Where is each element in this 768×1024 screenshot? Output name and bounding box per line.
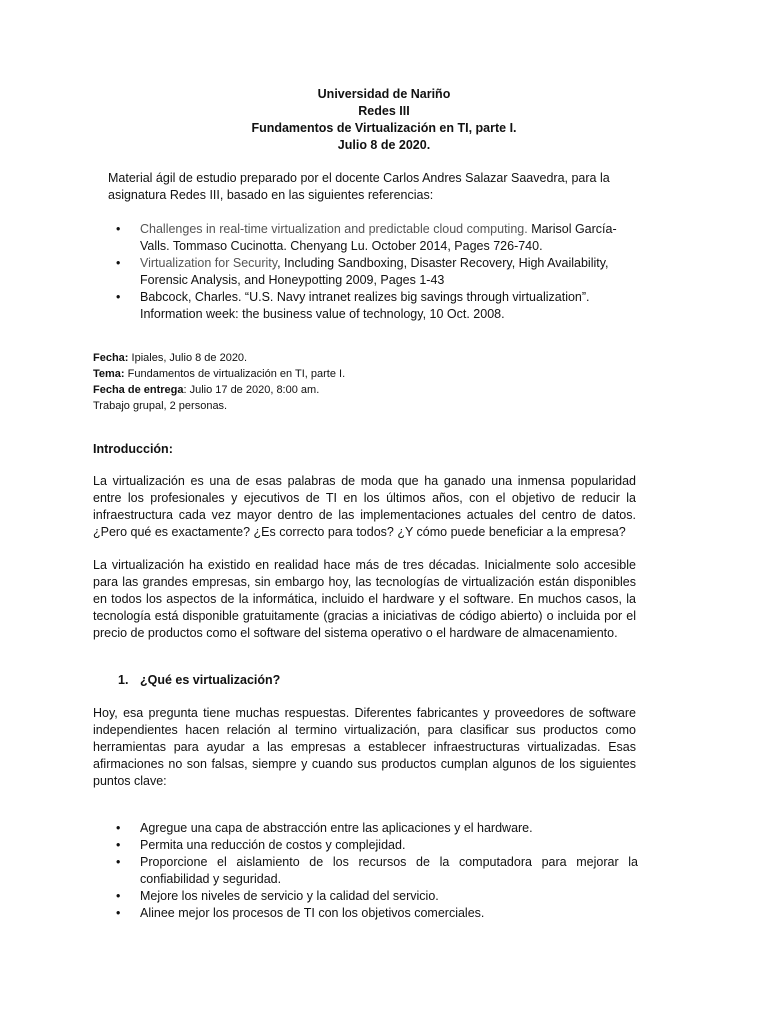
references-list	[116, 221, 646, 323]
entrega-label: Fecha de entrega	[93, 384, 184, 396]
list-item	[116, 221, 646, 255]
bullet-icon: •	[116, 906, 121, 920]
course-name: Redes III	[358, 104, 410, 118]
list-item	[116, 854, 638, 888]
section-title: ¿Qué es virtualización?	[140, 673, 281, 687]
key-point-text: Agregue una capa de abstracción entre las aplicaciones y el hardware.	[140, 821, 533, 835]
fecha-line	[93, 350, 653, 366]
reference-details: Babcock, Charles. “U.S. Navy intranet realizes big savings through virtualization”. Information week: the business value of technology, 10 Oct. 2008.	[140, 290, 590, 321]
bullet-icon: •	[116, 290, 121, 304]
reference-title-link[interactable]: Challenges in real-time virtualization and predictable cloud computing.	[140, 222, 528, 236]
introduccion-paragraph-1: La virtualización es una de esas palabras de moda que ha ganado una inmensa popularidad entre los profesionales y ejecutivos de TI en los últimos años, con el objetivo de reducir la infraestructura cada vez mayor dentro de las implementaciones actuales del centro de datos. ¿Pero qué es exactamente? ¿Es correcto para todos? ¿Y cómo puede beneficiar a la empresa?	[93, 474, 636, 539]
entrega-line	[93, 382, 653, 398]
tema-label: Tema:	[93, 368, 125, 380]
introduccion-heading: Introducción:	[93, 442, 173, 456]
fecha-value: Ipiales, Julio 8 de 2020.	[128, 352, 248, 364]
bullet-icon: •	[116, 838, 121, 852]
list-item	[116, 255, 646, 289]
section-number: 1.	[118, 673, 129, 687]
intro-paragraph: Material ágil de estudio preparado por el docente Carlos Andres Salazar Saavedra, para la asignatura Redes III, basado en las siguientes referencias:	[108, 171, 610, 202]
reference-details: Marisol García-Valls. Tommaso Cucinotta. Chenyang Lu. October 2014, Pages 726-740.	[140, 222, 617, 253]
bullet-icon: •	[116, 256, 121, 270]
key-point-text: Permita una reducción de costos y complejidad.	[140, 838, 406, 852]
introduccion-paragraph-2: La virtualización ha existido en realidad hace más de tres décadas. Inicialmente solo accesible para las grandes empresas, sin embargo hoy, las tecnologías de virtualización están disponibles en todos los aspectos de la informática, incluido el hardware y el software. En muchos casos, la tecnología está disponible gratuitamente (gracias a iniciativas de código abierto) o incluida por el precio de productos como el software del sistema operativo o el hardware de almacenamiento.	[93, 558, 636, 640]
list-item	[116, 905, 638, 922]
assignment-info	[93, 350, 653, 414]
bullet-icon: •	[116, 855, 121, 869]
document-date: Julio 8 de 2020.	[337, 138, 431, 152]
bullet-icon: •	[116, 222, 121, 236]
list-item	[116, 289, 646, 323]
key-point-text: Mejore los niveles de servicio y la calidad del servicio.	[140, 889, 439, 903]
fecha-label: Fecha:	[93, 352, 129, 364]
key-points-list	[116, 820, 638, 922]
reference-details: , Including Sandboxing, Disaster Recovery, High Availability, Forensic Analysis, and Honeypotting 2009, Pages 1-43	[140, 256, 609, 287]
document-title: Fundamentos de Virtualización en TI, parte I.	[251, 121, 517, 135]
trabajo-line: Trabajo grupal, 2 personas.	[93, 400, 228, 412]
bullet-icon: •	[116, 821, 121, 835]
list-item	[116, 820, 638, 837]
list-item	[116, 888, 638, 905]
key-point-text: Alinee mejor los procesos de TI con los objetivos comerciales.	[140, 906, 485, 920]
entrega-value: : Julio 17 de 2020, 8:00 am.	[183, 384, 320, 396]
section-1-heading	[118, 672, 280, 689]
university-name: Universidad de Nariño	[317, 87, 451, 101]
bullet-icon: •	[116, 889, 121, 903]
tema-value: Fundamentos de virtualización en TI, parte I.	[124, 368, 346, 380]
key-point-text: Proporcione el aislamiento de los recursos de la computadora para mejorar la confiabilidad y seguridad.	[140, 855, 638, 886]
reference-title-link[interactable]: Virtualization for Security	[140, 256, 278, 270]
section-1-paragraph: Hoy, esa pregunta tiene muchas respuestas. Diferentes fabricantes y proveedores de software independientes hacen relación al termino virtualización, para clasificar sus productos como herramientas para ayudar a las empresas a establecer infraestructuras virtualizadas. Esas afirmaciones no son falsas, siempre y cuando sus productos cumplan algunos de los siguientes puntos clave:	[93, 706, 636, 788]
tema-line	[93, 366, 653, 382]
list-item	[116, 837, 638, 854]
document-header	[0, 86, 768, 154]
